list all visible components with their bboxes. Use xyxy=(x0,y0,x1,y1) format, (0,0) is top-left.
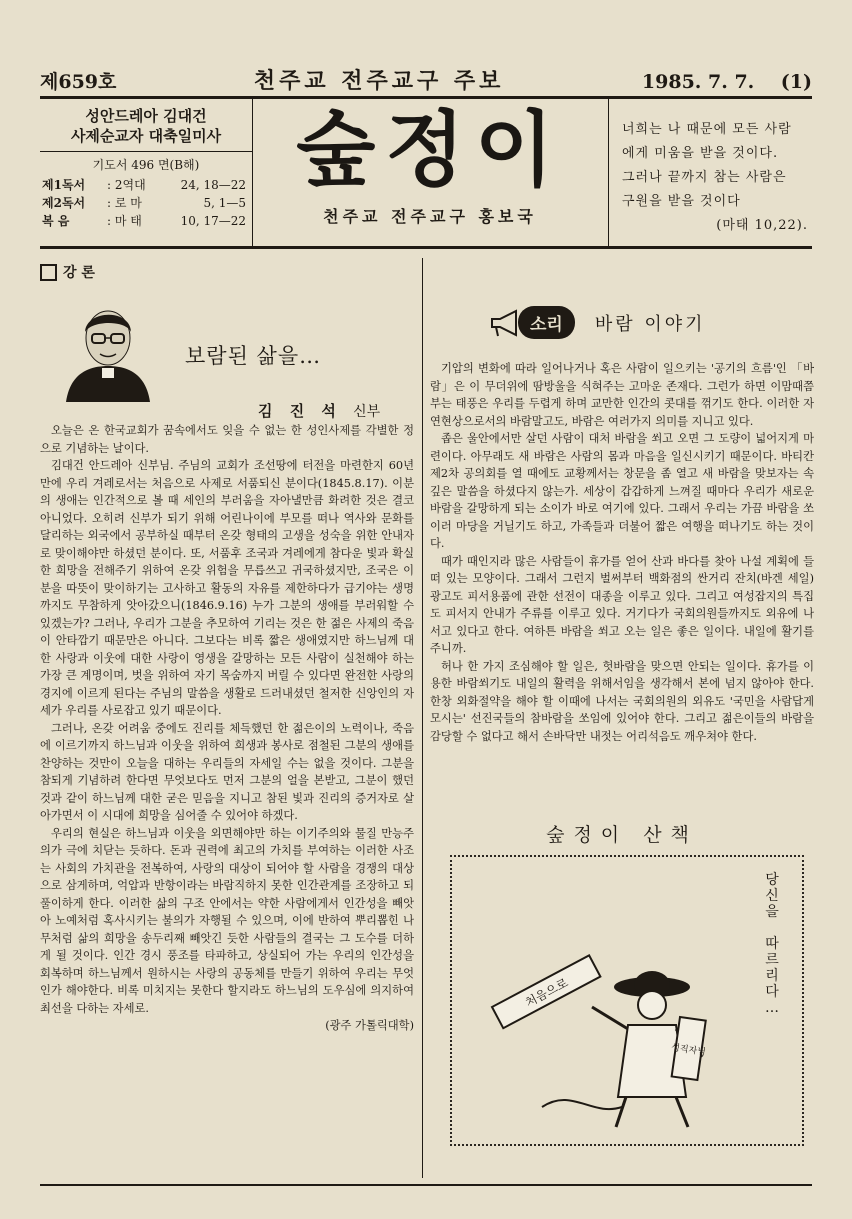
sori-body xyxy=(430,360,814,745)
homily-author: 김 진 석 신부 xyxy=(258,402,381,420)
megaphone-icon xyxy=(488,306,575,339)
mass-divider xyxy=(40,151,252,152)
reading-second: 제2독서 : 로 마 5, 1—5 xyxy=(42,196,246,210)
issue-date: 1985. 7. 7. (1) xyxy=(641,71,812,93)
issue-number: 제659호 xyxy=(40,71,117,93)
masthead xyxy=(252,96,608,246)
homily-paragraph: 우리의 현실은 하느님과 이웃을 외면해야만 하는 이기주의와 물질 만능주의가 극에 치닫는 듯하다. 돈과 권력에 최고의 가치를 부여하는 이러한 사조는 사회의 가치관을 전복하여, 사랑의 대상이 되어야 할 사람을 경쟁의 대상으로 삼게하며, 억압과 반항이라는 바람직하지 못한 인간관계를 조장하고 되풀이하게 한다. 이러한 삶의 구조 안에서는 약한 사람에게서 인간성을 빼앗아 노예처럼 혹사시키는 불의가 자행될 수 있으며, 이에 반하여 뿌리뽑힌 나무처럼 삶의 희망을 송두리째 빼앗긴 듯한 사람들의 결국는 그 도수를 더하게 될 것이다. 인간 경시 풍조를 타파하고, 상실되어 가는 우리의 인간성을 회복하며 하느님께서 원하시는 사랑의 공동체를 만들기 위하여 우리는 무엇인가 해야한다. 비록 미치지는 못한다 할지라도 하느님의 도우심에 의지하여 최선을 다하는 자세로. xyxy=(40,826,414,1015)
homily-body xyxy=(40,422,414,1035)
walk-title: 숲정이 산책 xyxy=(546,824,698,846)
homily-paragraph: 김대건 안드레아 신부님. 주님의 교회가 조선땅에 터전을 마련한지 60년 만에 우리 겨레로서는 처음으로 사제로 서품되신 분이다(1845.8.17). 이분의 생애는 인간적으로 볼 때 세인의 부러움을 자아낼만큼 화려한 것은 결코 아니었다. 오히려 신부가 되기 위해 어린나이에 부모를 떠나 역사와 문화를 달리하는 외국에서 공부하실 때부터 온갖 형태의 고생을 성숙을 위한 안내자로 맞이해야만 하셨던 분이다. 또, 서품후 조국과 겨레에게 참다운 빛과 확실한 희망을 전해주기 위하여 온갖 위험을 무릅쓰고 귀국하셨지만, 조국은 이분을 따뜻이 맞이하기는 고사하고 활동의 자유를 제한하다가 급기야는 생명까지도 무참하게 앗아갔으니(1846.9.16) 누가 그분의 생애를 부러워할 수 있겠는가? 그러나, 우리가 그분을 추모하여 기리는 것은 한 젊은 사제의 죽음이 안타깝기 때문만은 아니다. 그보다는 비록 짧은 생애였지만 하느님께 대한 사랑과 이웃에 대한 사랑이 영생을 갈망하는 모든 사람이 실천해야 하는 가장 큰 계명이며, 벗을 위하여 자기 목숨까지 버릴 수 있다면 완전한 사랑의 경지에 이르게 된다는 주님의 말씀을 생활로 드러내셨던 철저한 신앙인의 자세가 우리를 사로잡고 있기 때문이다. xyxy=(40,459,414,717)
bottom-rule xyxy=(40,1184,812,1186)
checkbox-square-icon xyxy=(40,264,57,281)
cartoon-illustration xyxy=(452,857,802,1144)
masthead-publisher: 천주교 전주교구 홍보국 xyxy=(323,207,537,226)
sori-title: 바람 이야기 xyxy=(594,313,706,335)
sori-paragraph: 좁은 울안에서만 살던 사람이 대처 바람을 쐬고 오면 그 도량이 넓어지게 마련이다. 아무래도 새 바람은 사람의 몸과 마음을 일신시키기 때문이다. 바티칸 제2차 공의회를 열 때에도 교황께서는 창문을 좀 열고 새 바람을 맞보자는 속깊은 말씀을 하셨다지 않는가. 세상이 갑갑하게 느껴질 때마다 우리가 새로운 바람을 갈망하게 되는 소이가 바로 여기에 있다. 그래서 우리는 가끔 바람을 쏘이러 마당을 거닐기도 하고, 가족들과 더불어 짧은 여행을 떠나기도 하는 것이다. xyxy=(430,432,814,550)
cartoon-caption: 당 신 을 따 르 리 다 … xyxy=(765,872,779,1016)
homily-title: 보람된 삶을… xyxy=(185,344,322,368)
reading-gospel: 복 음 : 마 태 10, 17—22 xyxy=(42,214,246,228)
reading-first: 제1독서 : 2역대 24, 18—22 xyxy=(42,178,246,192)
paper-line: 천주교 전주교구 주보 xyxy=(253,69,505,94)
cartoon-sign-text: 처음으로 xyxy=(522,975,571,1010)
cartoon-banner-text: 성직자님 xyxy=(670,1043,707,1058)
masthead-title: 숲정이 xyxy=(296,103,564,198)
top-line xyxy=(40,64,812,95)
cartoon-frame xyxy=(450,855,804,1146)
mass-title: 성안드레아 김대건 사제순교자 대축일미사 xyxy=(70,107,222,145)
prayer-book-ref: 기도서 496 면(B해) xyxy=(92,158,200,172)
priest-portrait xyxy=(60,294,156,402)
homily-column xyxy=(40,262,414,1032)
mass-readings-box xyxy=(40,102,252,242)
homily-paragraph: 오늘은 온 한국교회가 꿈속에서도 잊을 수 없는 한 성인사제를 각별한 정으로 기념하는 날이다. xyxy=(40,424,414,455)
sori-paragraph: 때가 때인지라 많은 사람들이 휴가를 얻어 산과 바다를 찾아 나설 계획에 들 떠 있는 모양이다. 그래서 그런지 벌써부터 백화점의 싼거리 잔치(바겐 세일) 광고도 피서용품에 관한 선전이 대종을 이루고 있다. 그리고 여성잡지의 특집도 피서지 안내가 주류를 이루고 있다. 거기다가 국회의원들까지도 외유에 나서고 있다고 한다. 여하튼 바람을 쐬고 오는 일은 좋은 일이다. 내일에 활기를 주니까. xyxy=(430,554,814,655)
homily-source: (광주 가톨릭대학) xyxy=(325,1019,414,1032)
sori-paragraph: 기압의 변화에 따라 일어나거나 혹은 사람이 일으키는 '공기의 흐름'인 「바람」은 이 무더위에 땀방울을 식혀주는 고마운 존재다. 그런가 하면 이맘때쯤 부는 태풍은 우리를 두렵게 하며 교만한 인간의 콧대를 꺾기도 한다. 이러한 자연현상으로서의 바람말고도, 바람은 여러가지 의미를 지니고 있다. xyxy=(430,362,814,428)
homily-paragraph: 그러나, 온갖 어려움 중에도 진리를 체득했던 한 젊은이의 노력이나, 죽음에 이르기까지 하느님과 이웃을 위하여 희생과 봉사로 점철된 그분의 생애를 찬양하는 것만이 오늘을 대하는 우리들의 자세일 수는 없을 것이다. 그분을 참되게 기념하려 한다면 무엇보다도 먼저 그분의 얼을 본받고, 그분이 했던 것과 같이 하느님께 대한 굳은 믿음을 지니고 참된 빛과 진리의 증거자로 살아가면서 이 시대에 희망을 심어줄 수 있어야 하겠다. xyxy=(40,721,414,822)
scripture-ref: (마태 10,22). xyxy=(716,218,808,233)
sori-badge: 소리 xyxy=(518,306,575,339)
header-rule-bottom xyxy=(40,246,812,249)
sori-header xyxy=(488,306,706,339)
scripture-quote: 너희는 나 때문에 모든 사람 에게 미움을 받을 것이다. 그러나 끝까지 참는 사람은 구원을 받을 것이다 (마태 10,22). xyxy=(622,118,810,238)
section-label: 강 론 xyxy=(40,262,414,282)
sori-paragraph: 허나 한 가지 조심해야 할 일은, 헛바람을 맞으면 안되는 일이다. 휴가를 이용한 바람쐬기도 내일의 활력을 위해서임을 생각해서 본에 넘지 않아야 한다. 한창 외화절약을 해야 할 이때에 나서는 국회의원의 외유도 '국민을 사람답게 모시는' 선진국들의 참바람을 쏘임에 있어야 한다. 그리고 젊은이들의 바람을 감당할 수 없다고 해서 손바닥만 내젓는 어리석음도 깨우쳐야 한다. xyxy=(430,659,814,743)
header-divider-right xyxy=(608,98,609,246)
column-divider xyxy=(422,258,423,1178)
